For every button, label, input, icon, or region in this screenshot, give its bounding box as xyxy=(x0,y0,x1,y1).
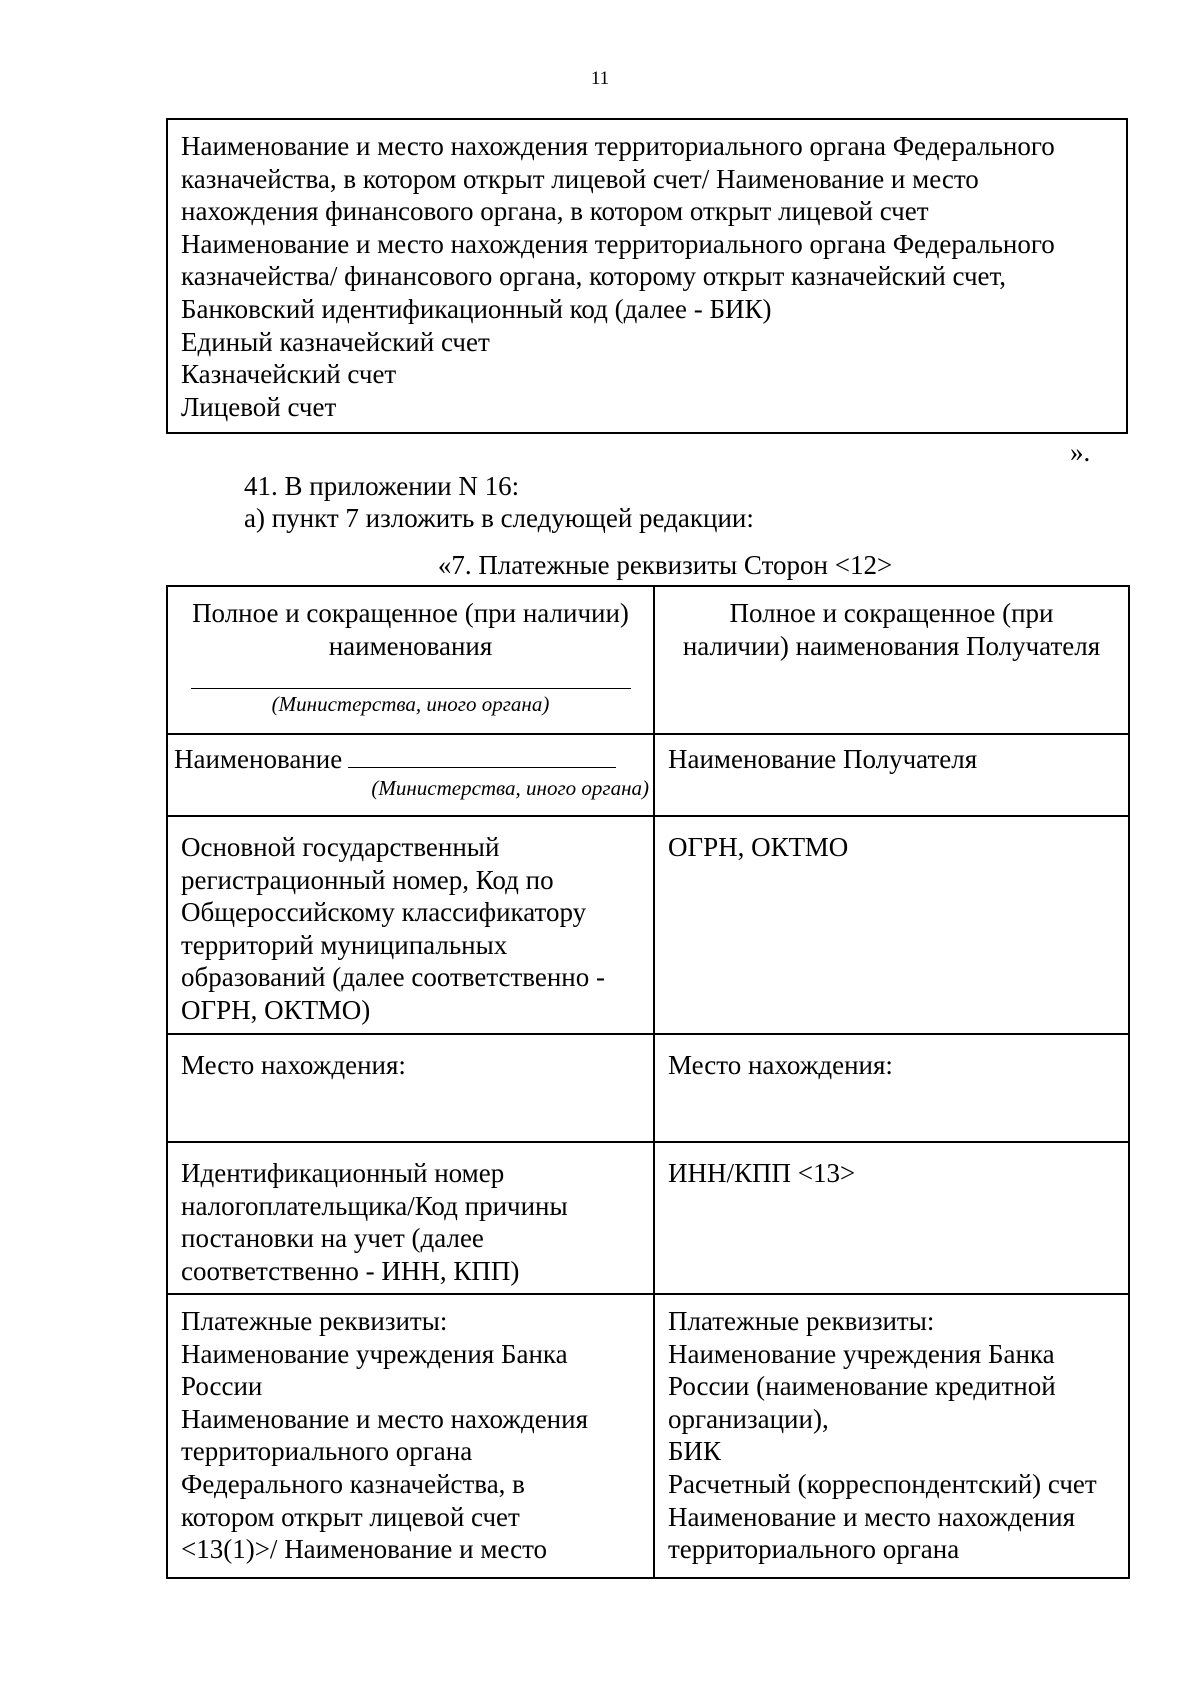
ogrn-left-line: территорий муниципальных xyxy=(181,929,508,960)
payment-right-line: Платежные реквизиты: xyxy=(668,1306,935,1336)
name-right-cell xyxy=(654,734,1129,816)
header-right-cell xyxy=(654,586,1129,734)
ministry-caption: (Министерства, иного органа) xyxy=(371,775,649,800)
ogrn-left-line: регистрационный номер, Код по xyxy=(181,864,554,895)
payment-right-line: Наименование и место нахождения xyxy=(668,1501,1076,1532)
inn-left-line: Идентификационный номер xyxy=(181,1158,505,1188)
payment-left-line: Федерального казначейства, в xyxy=(181,1468,525,1499)
payment-left-line: территориального органа xyxy=(181,1436,473,1467)
box-line: Казначейский счет xyxy=(181,359,397,390)
name-blank-line xyxy=(348,745,616,768)
inn-left-line: постановки на учет (далее xyxy=(181,1223,484,1254)
location-left-cell xyxy=(167,1034,654,1142)
name-left-cell xyxy=(167,734,654,816)
payment-left-cell xyxy=(167,1294,654,1578)
header-left-cell xyxy=(167,586,654,734)
ogrn-row xyxy=(167,816,1129,1034)
payment-right-line: организации), xyxy=(668,1403,829,1434)
payment-row xyxy=(167,1294,1129,1578)
name-label: Наименование xyxy=(174,744,343,774)
box-line: Лицевой счет xyxy=(181,391,337,422)
closing-quote: ». xyxy=(1070,437,1091,467)
ministry-caption: (Министерства, иного органа) xyxy=(271,692,550,717)
box-line: Единый казначейский счет xyxy=(181,326,490,357)
ogrn-right-line: ОГРН, ОКТМО xyxy=(668,832,849,862)
location-row xyxy=(167,1034,1129,1142)
box-line: Банковский идентификационный код (далее - БИК) xyxy=(181,293,772,324)
signature-blank-line xyxy=(191,688,631,689)
recipient-name-label: Наименование Получателя xyxy=(668,744,978,774)
header-right-line: Полное и сокращенное (при xyxy=(729,598,1054,628)
location-left-line: Место нахождения: xyxy=(181,1050,406,1080)
box-line: казначейства/ финансового органа, которому открыт казначейский счет, xyxy=(181,261,1007,292)
payment-right-line: Наименование учреждения Банка xyxy=(668,1338,1055,1369)
amendment-item: 41. В приложении N 16: xyxy=(244,471,520,501)
payment-requisites-table xyxy=(166,585,1130,1579)
header-left-line: наименования xyxy=(328,630,493,661)
location-right-cell xyxy=(654,1034,1129,1142)
ogrn-left-line: ОГРН, ОКТМО) xyxy=(181,994,371,1025)
inn-left-line: налогоплательщика/Код причины xyxy=(181,1190,568,1221)
payment-right-line: Расчетный (корреспондентский) счет xyxy=(668,1468,1097,1499)
ogrn-left-line: образований (далее соответственно - xyxy=(181,962,605,993)
payment-right-line: России (наименование кредитной xyxy=(668,1371,1056,1402)
payment-left-line: котором открыт лицевой счет xyxy=(181,1501,520,1532)
payment-left-line: Платежные реквизиты: xyxy=(181,1306,448,1336)
inn-right-cell xyxy=(654,1142,1129,1294)
box-line: казначейства, в котором открыт лицевой счет/ Наименование и место xyxy=(181,163,979,194)
name-row xyxy=(167,734,1129,816)
payment-right-line: территориального органа xyxy=(668,1534,960,1565)
table-header-row xyxy=(167,586,1129,734)
payment-left-line: России xyxy=(181,1371,263,1402)
box-line: нахождения финансового органа, в котором открыт лицевой счет xyxy=(181,196,929,227)
inn-right-line: ИНН/КПП <13> xyxy=(668,1158,856,1188)
page-number: 11 xyxy=(590,68,610,89)
location-right-line: Место нахождения: xyxy=(668,1050,893,1080)
inn-left-cell xyxy=(167,1142,654,1294)
box-line: Наименование и место нахождения территориального органа Федерального xyxy=(181,228,1055,259)
inn-left-line: соответственно - ИНН, КПП) xyxy=(181,1255,520,1286)
box-line: Наименование и место нахождения территориального органа Федерального xyxy=(181,131,1055,161)
ogrn-left-line: Основной государственный xyxy=(181,832,500,862)
payment-right-cell xyxy=(654,1294,1129,1578)
ogrn-left-cell xyxy=(167,816,654,1034)
amendment-subitem: а) пункт 7 изложить в следующей редакции: xyxy=(244,503,754,533)
ogrn-left-line: Общероссийскому классификатору xyxy=(181,897,587,928)
payment-left-line: Наименование и место нахождения xyxy=(181,1403,589,1434)
inn-row xyxy=(167,1142,1129,1294)
payment-left-line: Наименование учреждения Банка xyxy=(181,1338,568,1369)
payment-right-line: БИК xyxy=(668,1436,722,1467)
header-right-line: наличии) наименования Получателя xyxy=(682,630,1101,661)
header-left-line: Полное и сокращенное (при наличии) xyxy=(192,598,629,628)
payment-left-line: <13(1)>/ Наименование и место xyxy=(181,1534,548,1565)
section-title: «7. Платежные реквизиты Сторон <12> xyxy=(437,550,893,580)
ogrn-right-cell xyxy=(654,816,1129,1034)
continued-requisites-box xyxy=(166,118,1128,434)
